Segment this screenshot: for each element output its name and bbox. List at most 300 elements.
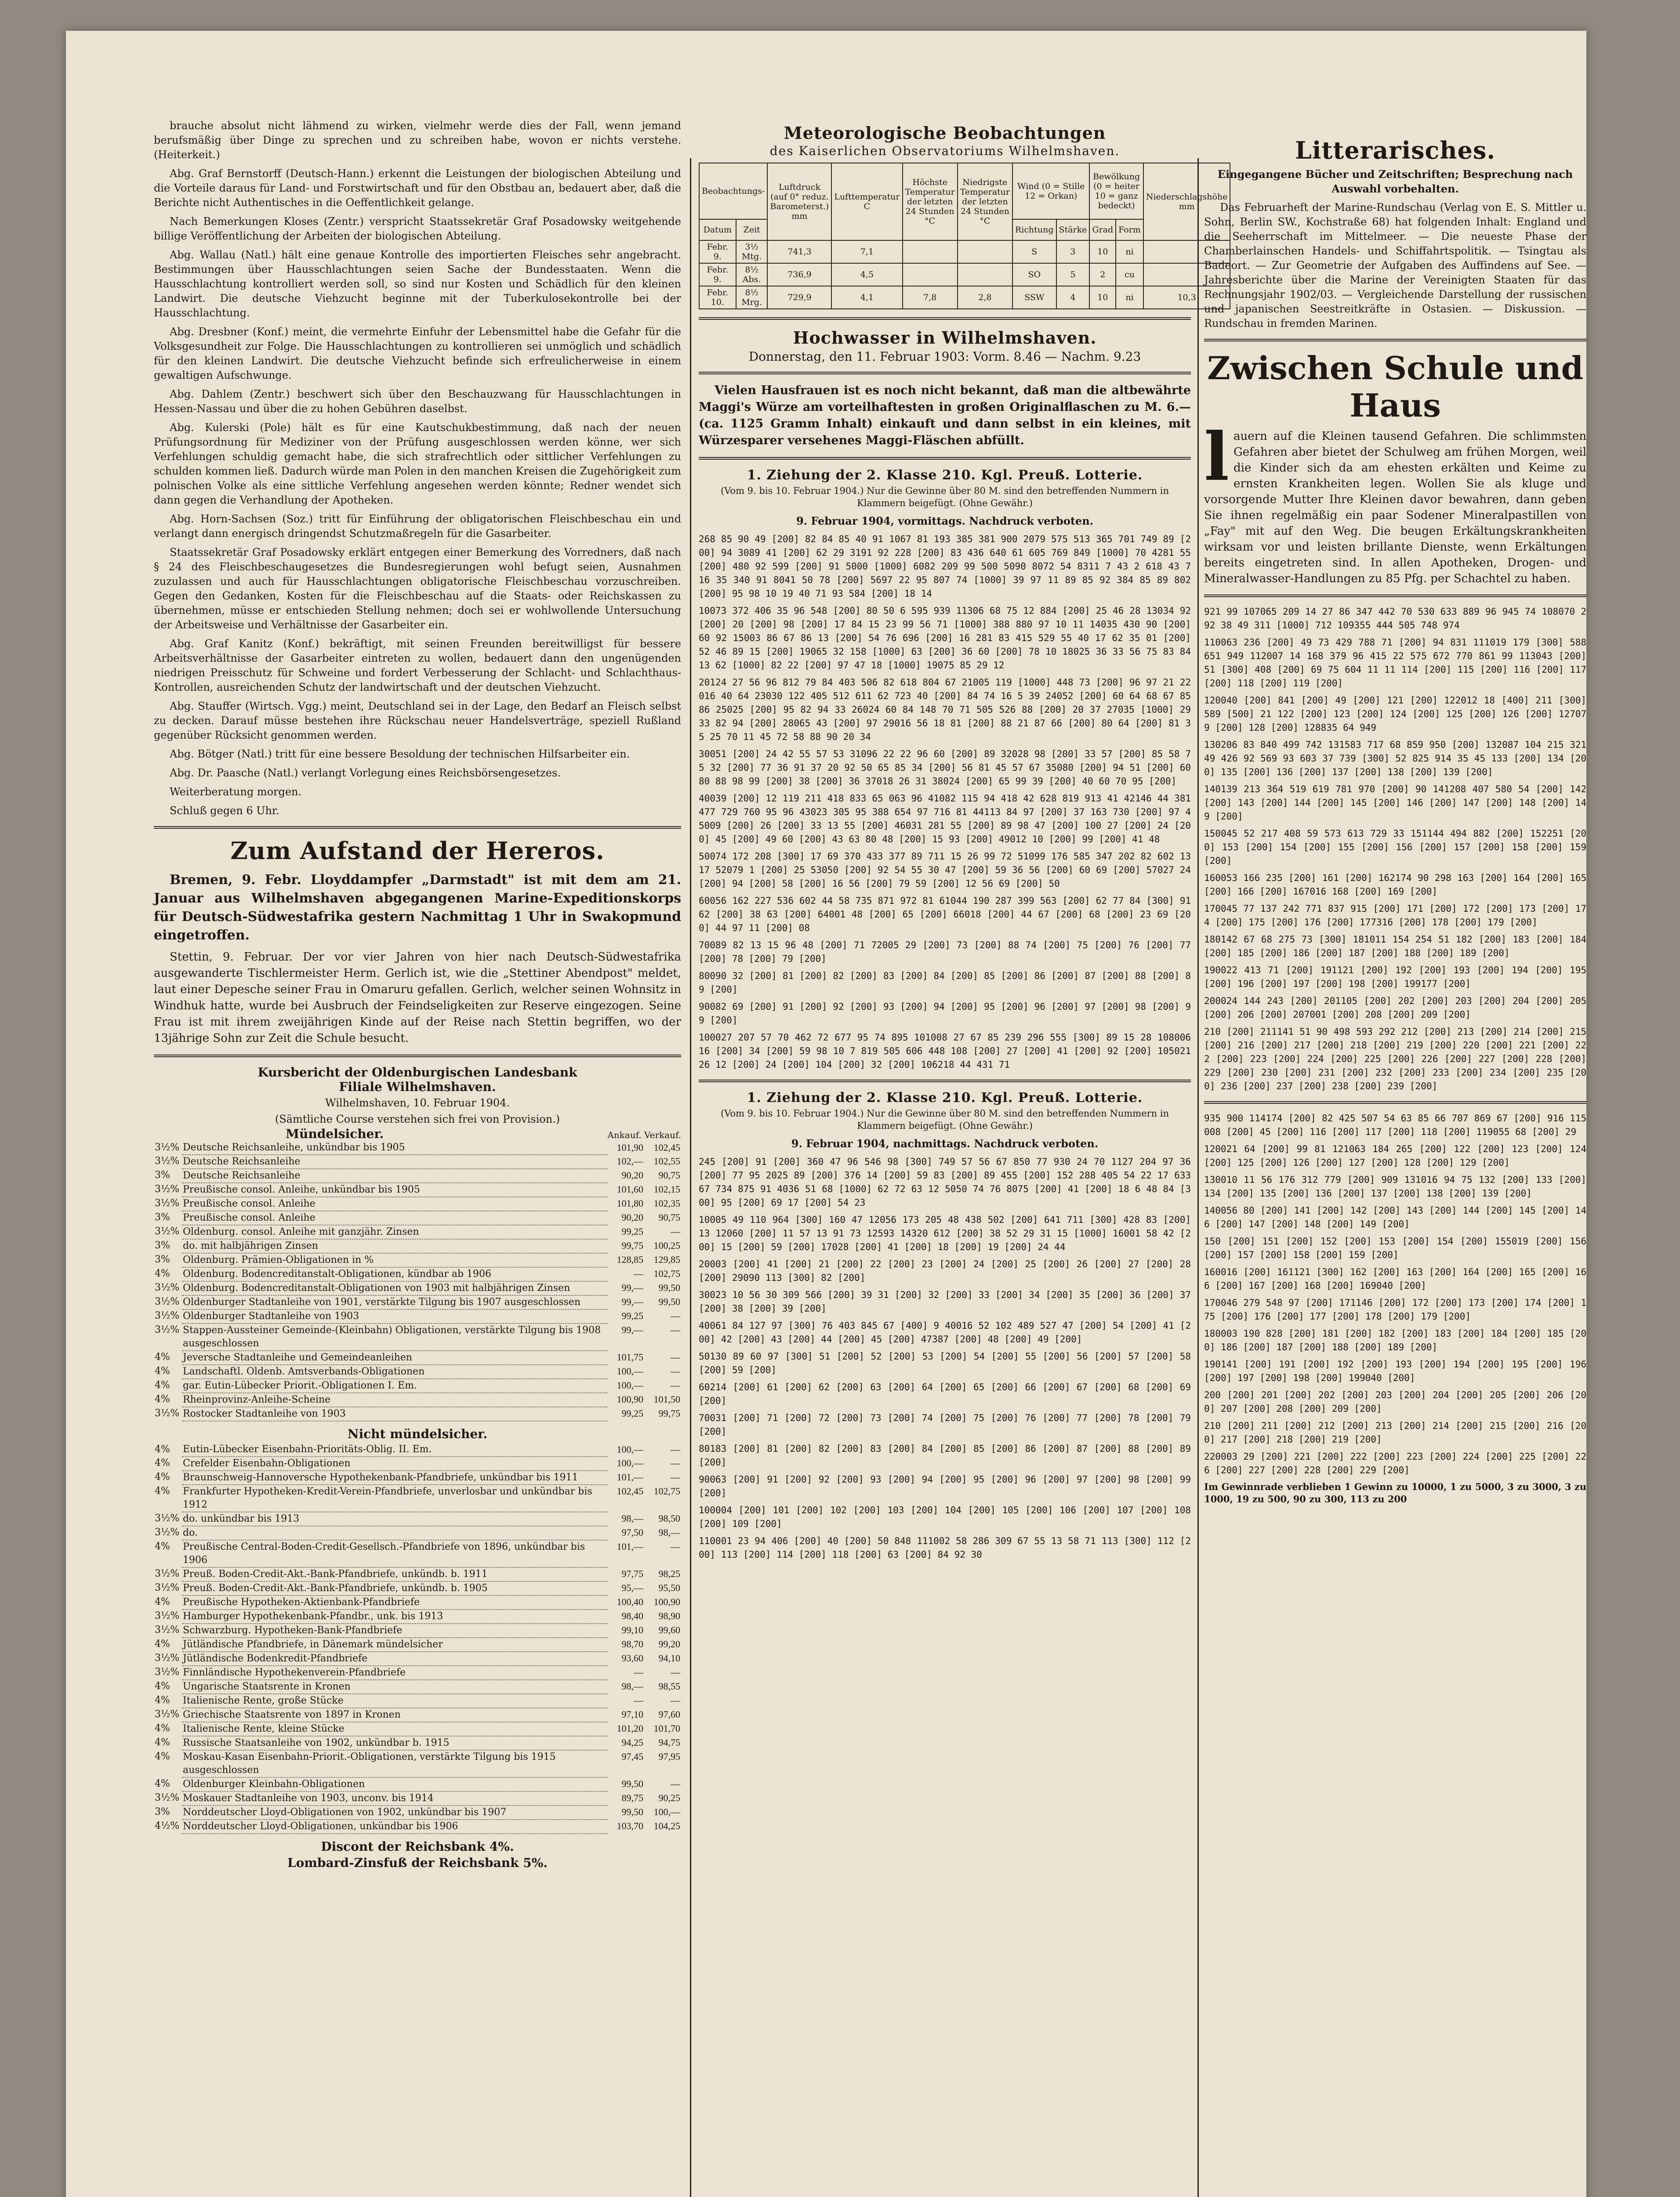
- rate-row: [154, 1253, 681, 1267]
- met-title: Meteorologische Beobachtungen: [784, 123, 1106, 143]
- paragraph: 210 [200] 211141 51 90 498 593 292 212 [200] 213 [200] 214 [200] 215 [200] 216 [200] 217 [200] 218 [200] 219 [200] 220 [200] 221 [200] 222 [200] 223 [200] 224 [200] 225 [200] 226 [200] 227 [200] 228 [200] 229 [200] 230 [200] 231 [200] 232 [200] 233 [200] 234 [200] 235 [200] 236 [200] 237 [200] 238 [200] 239 [200]: [1204, 1026, 1586, 1091]
- met-cell: [903, 263, 958, 286]
- rate-percent: 3½%: [155, 1610, 180, 1621]
- rate-sell: —: [671, 1444, 680, 1455]
- rate-percent: 4%: [155, 1541, 170, 1552]
- rate-percent: 4%: [155, 1737, 170, 1748]
- rate-name: Italienische Rente, große Stücke: [182, 1694, 607, 1708]
- rate-buy: 100,90: [617, 1394, 643, 1405]
- paragraph: 50130 89 60 97 [300] 51 [200] 52 [200] 53 [200] 54 [200] 55 [200] 56 [200] 57 [200] 58 [200] 59 [200]: [699, 1351, 1191, 1375]
- rate-buy: 101,60: [617, 1184, 643, 1195]
- rate-sell: 129,85: [653, 1254, 680, 1265]
- rate-sell: —: [671, 1310, 680, 1321]
- rate-name: Norddeutscher Lloyd-Obligationen von 1902, unkündbar bis 1907: [182, 1805, 607, 1820]
- paragraph: Abg. Dresbner (Konf.) meint, die vermehrte Einfuhr der Lebensmittel habe die Gefahr für die Volksgesundheit zur Folge. Die Hausschlachtungen zu kontrollieren sei unmöglich und schädlich für den kleinen Landwirt. Die deutsche Viehzucht befinde sich erfreulicherweise in einem gewaltigen Aufschwunge.: [154, 326, 681, 381]
- met-row: [699, 263, 1230, 286]
- rate-sell: 97,95: [658, 1751, 680, 1762]
- rate-buy: 100,—: [617, 1380, 643, 1391]
- rate-row: [154, 1183, 681, 1197]
- rate-sell: —: [671, 1366, 680, 1377]
- rate-buy: 99,—: [621, 1296, 643, 1307]
- paragraph: 160016 [200] 161121 [300] 162 [200] 163 [200] 164 [200] 165 [200] 166 [200] 167 [200] 168 [200] 169040 [200]: [1204, 1267, 1586, 1291]
- paragraph: 30023 10 56 30 309 566 [200] 39 31 [200] 32 [200] 33 [200] 34 [200] 35 [200] 36 [200] 37 [200] 38 [200] 39 [200]: [699, 1290, 1191, 1314]
- kurs-section-nicht-muendel: Nicht mündelsicher.: [347, 1427, 488, 1441]
- met-col-dir: Richtung: [1012, 219, 1056, 240]
- divider: [699, 372, 1191, 374]
- rate-buy: 101,80: [617, 1198, 643, 1209]
- rate-sell: 102,15: [653, 1184, 680, 1195]
- rate-row: [154, 1351, 681, 1365]
- lottery2-subtitle: (Vom 9. bis 10. Februar 1904.) Nur die Gewinne über 80 M. sind den betreffenden Nummern in Klammern beigefügt. (Ohne Gewähr.): [721, 1108, 1169, 1131]
- rate-percent: 3½%: [155, 1568, 180, 1579]
- rate-name: do. unkündbar bis 1913: [182, 1512, 607, 1526]
- rate-name: Oldenburger Stadtanleihe von 1901, verstärkte Tilgung bis 1907 ausgeschlossen: [182, 1295, 607, 1309]
- paragraph: 120040 [200] 841 [200] 49 [200] 121 [200] 122012 18 [400] 211 [300] 589 [500] 21 122 [200] 123 [200] 124 [200] 125 [200] 126 [200] 127079 [200] 128 [200] 128835 64 949: [1204, 695, 1586, 733]
- rate-buy: 100,—: [617, 1444, 643, 1455]
- rate-percent: 3½%: [155, 1282, 180, 1293]
- rate-name: Ungarische Staatsrente in Kronen: [182, 1680, 607, 1694]
- divider: [699, 457, 1191, 460]
- column-middle: [699, 31, 1228, 2197]
- met-cell: 8½ Abs.: [736, 263, 768, 286]
- paragraph: 40039 [200] 12 119 211 418 833 65 063 96 41082 115 94 418 42 628 819 913 41 42146 44 381 477 729 760 95 96 43023 305 95 388 654 97 716 81 44113 84 97 [200] 37 163 730 [200] 97 45009 [200] 26 [200] 33 13 55 [200] 46031 281 55 [200] 89 98 47 [200] 100 27 [200] 24 [200] 45 [200] 49 60 [200] 43 63 80 48 [200] 15 93 [200] 49012 10 [200] 99 [200] 41 48: [699, 793, 1191, 845]
- rate-row: [154, 1777, 681, 1791]
- paragraph: Abg. Graf Kanitz (Konf.) bekräftigt, mit seinen Freunden bereitwilligst für bessere Arbeitsverhältnisse der Gasarbeiter eintreten zu wollen, bedauert dann den ungenügenden niedrigen Preisschutz für Schweine und fordert Verbesserung der Schlacht- und Schlachthaus-Kontrollen, ausreichenden Schutz der landwirtschaft und der deutschen Viehzucht.: [154, 638, 681, 693]
- rate-percent: 4%: [155, 1472, 170, 1483]
- met-group-cloud: Bewölkung (0 = heiter 10 = ganz bedeckt): [1089, 163, 1143, 219]
- rate-name: Oldenburg. consol. Anleihe mit ganzjähr. Zinsen: [182, 1225, 607, 1239]
- rate-buy: 97,10: [621, 1709, 643, 1720]
- rate-name: Russische Staatsanleihe von 1902, unkündbar b. 1915: [182, 1736, 607, 1750]
- rate-percent: 3½%: [155, 1527, 180, 1538]
- rate-buy: 99,—: [621, 1324, 643, 1335]
- rate-buy: 97,75: [621, 1568, 643, 1579]
- paragraph: brauche absolut nicht lähmend zu wirken, vielmehr werde dies der Fall, wenn jemand berufsmäßig über Dinge zu sprechen und zu schreiben habe, wovon er nichts verstehe. (Heiterkeit.): [154, 120, 681, 161]
- lottery1-title: 1. Ziehung der 2. Klasse 210. Kgl. Preuß. Lotterie.: [747, 468, 1143, 483]
- rate-sell: 99,50: [658, 1296, 680, 1307]
- rate-name: Italienische Rente, kleine Stücke: [182, 1722, 607, 1736]
- rate-row: [154, 1540, 681, 1567]
- paragraph: 120021 64 [200] 99 81 121063 184 265 [200] 122 [200] 123 [200] 124 [200] 125 [200] 126 [200] 127 [200] 128 [200] 129 [200]: [1204, 1144, 1586, 1168]
- rate-name: Jütländische Pfandbriefe, in Dänemark mündelsicher: [182, 1638, 607, 1652]
- paragraph: Abg. Bötger (Natl.) tritt für eine bessere Besoldung der technischen Hilfsarbeiter ein.: [170, 748, 630, 760]
- rate-name: Eutin-Lübecker Eisenbahn-Prioritäts-Oblig. II. Em.: [182, 1443, 607, 1457]
- met-cell: S: [1012, 240, 1056, 263]
- rate-row: [154, 1267, 681, 1281]
- rate-sell: 98,25: [658, 1568, 680, 1579]
- rate-row: [154, 1694, 681, 1708]
- met-cell: 10,3: [1143, 286, 1230, 309]
- rate-row: [154, 1407, 681, 1421]
- divider: [699, 1080, 1191, 1082]
- paragraph: 70089 82 13 15 96 48 [200] 71 72005 29 [200] 73 [200] 88 74 [200] 75 [200] 76 [200] 77 [200] 78 [200] 79 [200]: [699, 940, 1191, 964]
- rate-sell: 104,25: [653, 1820, 680, 1831]
- rate-percent: 3%: [155, 1806, 170, 1817]
- paragraph: 50074 172 208 [300] 17 69 370 433 377 89 711 15 26 99 72 51099 176 585 347 202 82 602 13 17 52079 1 [200] 25 53050 [200] 92 54 55 30 47 [200] 59 36 56 [200] 60 69 [200] 57027 24 [200] 94 [200] 58 [200] 16 56 [200] 79 59 [200] 12 56 69 [200] 50: [699, 851, 1191, 889]
- rate-buy: 97,45: [621, 1751, 643, 1762]
- column-right: [1204, 31, 1586, 2197]
- rate-buy: 99,75: [621, 1240, 643, 1251]
- met-cell: ni: [1116, 240, 1143, 263]
- rate-percent: 3½%: [155, 1624, 180, 1635]
- paragraph: 90082 69 [200] 91 [200] 92 [200] 93 [200] 94 [200] 95 [200] 96 [200] 97 [200] 98 [200] 99 [200]: [699, 1001, 1191, 1026]
- rate-percent: 3½%: [155, 1709, 180, 1720]
- rate-row: [154, 1457, 681, 1471]
- rate-name: Preußische Central-Boden-Credit-Gesellsch.-Pfandbriefe von 1896, unkündbar bis 1906: [182, 1540, 607, 1567]
- rate-row: [154, 1379, 681, 1393]
- rate-buy: 90,20: [621, 1170, 643, 1181]
- met-row: [699, 240, 1230, 263]
- paragraph: 30051 [200] 24 42 55 57 53 31096 22 22 96 60 [200] 89 32028 98 [200] 33 57 [200] 85 58 75 32 [200] 77 36 91 37 20 92 50 65 85 34 [200] 56 81 45 57 67 35080 [200] 94 51 [200] 60 80 88 98 99 [200] 38 [200] 36 37018 26 31 38024 [200] 65 99 39 [200] 40 60 70 95 [200]: [699, 749, 1191, 787]
- paragraph: 200 [200] 201 [200] 202 [200] 203 [200] 204 [200] 205 [200] 206 [200] 207 [200] 208 [200] 209 [200]: [1204, 1390, 1586, 1414]
- divider: [699, 317, 1191, 320]
- paragraph: 170045 77 137 242 771 837 915 [200] 171 [200] 172 [200] 173 [200] 174 [200] 175 [200] 176 [200] 177316 [200] 178 [200] 179 [200]: [1204, 903, 1586, 928]
- rate-row: [154, 1805, 681, 1820]
- rate-row: [154, 1708, 681, 1722]
- kurs-col-verkauf: Verkauf.: [644, 1130, 681, 1140]
- rate-percent: 4%: [155, 1695, 170, 1706]
- divider: [154, 826, 681, 829]
- rate-sell: 102,35: [653, 1198, 680, 1209]
- paragraph: Staatssekretär Graf Posadowsky erklärt entgegen einer Bemerkung des Vorredners, daß nach § 24 des Fleischbeschaugesetzes die Bundesregierungen wohl befugt seien, Ausnahmen zuzulassen und auch für Hausschlachtungen obligatorische Fleischbeschau vorzuschreiben. Gegen den Gedanken, Kosten für die Fleischbeschau auf die Staats- oder Reichskassen zu übernehmen, müsse er entschieden Stellung nehmen; doch sei er wohlwollende Untersuchung der Arbeitsweise und Verhältnisse der Gasarbeiter ein.: [154, 546, 681, 631]
- rate-row: [154, 1295, 681, 1309]
- rate-row: [154, 1471, 681, 1485]
- rate-sell: 98,55: [658, 1681, 680, 1692]
- rate-name: Finnländische Hypothekenverein-Pfandbriefe: [182, 1666, 607, 1680]
- herero-stettin-report: Stettin, 9. Februar. Der vor vier Jahren von hier nach Deutsch-Südwestafrika ausgewanderte Tischlermeister Herm. Gerlich ist, wie die „Stettiner Abendpost" meldet, laut einer Depesche seiner Frau in Omaruru gefallen. Gerlich, welcher seinen Wohnsitz in Windhuk hatte, wurde bei Ausbruch der Feindseligkeiten zur Reserve eingezogen. Seine Frau ist mit ihrem zweijährigen Kinde auf der Reise nach Stettin begriffen, wo der 13jährige Sohn zur Zeit die Schule besucht.: [154, 950, 681, 1045]
- column-rule-left: [690, 158, 691, 2197]
- rate-name: do.: [182, 1526, 607, 1540]
- kurs-discount: Discont der Reichsbank 4%.: [321, 1839, 514, 1854]
- rate-sell: 100,90: [653, 1596, 680, 1607]
- rate-row: [154, 1485, 681, 1512]
- kurs-subtitle: Filiale Wilhelmshaven.: [339, 1080, 496, 1094]
- rate-sell: —: [671, 1226, 680, 1237]
- met-col-pressure: Luftdruck (auf 0° reduz. Barometerst.) mm: [767, 163, 831, 240]
- rate-name: Oldenburg. Bodencreditanstalt-Obligationen, kündbar ab 1906: [182, 1267, 607, 1281]
- rate-percent: 3½%: [155, 1198, 180, 1209]
- rate-row: [154, 1624, 681, 1638]
- rate-row: [154, 1638, 681, 1652]
- rate-buy: 103,70: [617, 1820, 643, 1831]
- rate-percent: 3½%: [155, 1792, 180, 1803]
- hochwasser-text: Donnerstag, den 11. Februar 1903: Vorm. 8.46 — Nachm. 9.23: [748, 349, 1141, 364]
- rate-sell: 99,20: [658, 1639, 680, 1650]
- paragraph: Abg. Dahlem (Zentr.) beschwert sich über den Beschauzwang für Hausschlachtungen in Hessen-Nassau und über die zu hohen Gebühren daselbst.: [154, 388, 681, 415]
- paragraph: 110063 236 [200] 49 73 429 788 71 [200] 94 831 111019 179 [300] 588 651 949 112007 14 168 379 96 415 22 575 672 770 861 99 113043 [200] 51 [300] 408 [200] 69 75 604 11 11 114 [200] 115 [200] 116 [200] 117 [200] 118 [200] 119 [200]: [1204, 637, 1586, 689]
- rate-name: Deutsche Reichsanleihe, unkündbar bis 1905: [182, 1141, 607, 1155]
- rate-percent: 4%: [155, 1778, 170, 1789]
- rate-sell: 94,10: [658, 1653, 680, 1664]
- rate-buy: 100,—: [617, 1457, 643, 1468]
- rate-sell: 99,60: [658, 1624, 680, 1635]
- lottery1-subtitle: (Vom 9. bis 10. Februar 1904.) Nur die Gewinne über 80 M. sind den betreffenden Nummern in Klammern beigefügt. (Ohne Gewähr.): [721, 486, 1169, 508]
- met-col-rain: Niederschlagshöhe mm: [1143, 163, 1230, 240]
- met-cell: Febr. 10.: [699, 286, 736, 309]
- rate-name: Preußische Hypotheken-Aktienbank-Pfandbriefe: [182, 1595, 607, 1610]
- rate-percent: 4%: [155, 1639, 170, 1650]
- rate-percent: 3%: [155, 1240, 170, 1251]
- paragraph: 200024 144 243 [200] 201105 [200] 202 [200] 203 [200] 204 [200] 205 [200] 206 [200] 207001 [200] 208 [200] 209 [200]: [1204, 996, 1586, 1020]
- herero-bremen-report: Bremen, 9. Febr. Lloyddampfer „Darmstadt" ist mit dem am 21. Januar aus Wilhelmshaven abgegangenen Marine-Expeditionskorps für Deutsch-Südwestafrika gestern Nachmittag 1 Uhr in Swakopmund eingetroffen.: [154, 872, 681, 943]
- rate-row: [154, 1722, 681, 1736]
- rate-percent: 3½%: [155, 1653, 180, 1664]
- rate-row: [154, 1610, 681, 1624]
- rate-row: [154, 1197, 681, 1211]
- rate-name: Norddeutscher Lloyd-Obligationen, unkündbar bis 1906: [182, 1820, 607, 1834]
- rate-row: [154, 1309, 681, 1323]
- rate-percent: 4%: [155, 1723, 170, 1734]
- met-col-form: Form: [1116, 219, 1143, 240]
- paragraph: Abg. Horn-Sachsen (Soz.) tritt für Einführung der obligatorischen Fleischbeschau ein und verlangt dann energisch dringendst Schutzmaßregeln für die Gasarbeiter.: [154, 513, 681, 540]
- rate-name: Landschaftl. Oldenb. Amtsverbands-Obligationen: [182, 1365, 607, 1379]
- paragraph: 70031 [200] 71 [200] 72 [200] 73 [200] 74 [200] 75 [200] 76 [200] 77 [200] 78 [200] 79 [200]: [699, 1413, 1191, 1437]
- rate-name: Oldenburg. Bodencreditanstalt-Obligationen von 1903 mit halbjährigen Zinsen: [182, 1281, 607, 1295]
- paragraph: 150 [200] 151 [200] 152 [200] 153 [200] 154 [200] 155019 [200] 156 [200] 157 [200] 158 [200] 159 [200]: [1204, 1236, 1586, 1260]
- met-cell: SSW: [1012, 286, 1056, 309]
- rate-sell: 90,25: [658, 1792, 680, 1803]
- advert-text: auern auf die Kleinen tausend Gefahren. Die schlimmsten Gefahren aber bietet der Schulweg am frühen Morgen, weil die Kinder sich da am ehesten erkälten und Keime zu ernsten Krankheiten legen. Wollen Sie als kluge und vorsorgende Mutter Ihre Kleinen davor bewahren, dann geben Sie ihnen regelmäßig ein paar Sodener Mineralpastillen von „Fay" mit auf den Weg. Die beugen Erkältungskrankheiten wirksam vor und leisten brillante Dienste, wenn Erkältungen bereits eingetreten sind. In allen Apotheken, Drogen- und Mineralwasser-Handlungen zu 85 Pfg. per Schachtel zu haben.: [1204, 430, 1586, 585]
- rate-name: Jütländische Bodenkredit-Pfandbriefe: [182, 1652, 607, 1666]
- rate-name: Preußische consol. Anleihe: [182, 1197, 607, 1211]
- met-cell: 4,1: [831, 286, 902, 309]
- rate-percent: 4%: [155, 1681, 170, 1692]
- rate-buy: 101,—: [617, 1472, 643, 1483]
- rate-name: Preußische consol. Anleihe: [182, 1211, 607, 1225]
- kurs-col-ankauf: Ankauf.: [607, 1130, 642, 1140]
- rate-sell: 99,50: [658, 1282, 680, 1293]
- rate-sell: 102,45: [653, 1142, 680, 1153]
- rate-percent: 3%: [155, 1212, 170, 1223]
- rate-sell: 100,25: [653, 1240, 680, 1251]
- rate-buy: 99,10: [621, 1624, 643, 1635]
- rate-buy: 99,25: [621, 1226, 643, 1237]
- rate-name: Preuß. Boden-Credit-Akt.-Bank-Pfandbriefe, unkündb. b. 1905: [182, 1581, 607, 1595]
- met-cell: [903, 240, 958, 263]
- rate-sell: —: [671, 1457, 680, 1468]
- herero-heading: Zum Aufstand der Hereros.: [230, 837, 605, 865]
- reichstag-report: [154, 119, 681, 818]
- rate-sell: 90,75: [658, 1212, 680, 1223]
- met-cell: [958, 263, 1012, 286]
- rate-sell: —: [671, 1695, 680, 1706]
- rate-name: Oldenburg. Prämien-Obligationen in %: [182, 1253, 607, 1267]
- paragraph: Abg. Dr. Paasche (Natl.) verlangt Vorlegung eines Reichsbörsengesetzes.: [170, 767, 561, 779]
- rate-percent: 4%: [155, 1366, 170, 1377]
- newspaper-page: [66, 31, 1586, 2197]
- rate-buy: 101,75: [617, 1352, 643, 1363]
- met-cell: 7,8: [903, 286, 958, 309]
- rate-buy: 90,20: [621, 1212, 643, 1223]
- met-cell: SO: [1012, 263, 1056, 286]
- rate-sell: 98,50: [658, 1513, 680, 1524]
- rate-row: [154, 1169, 681, 1183]
- met-cell: 3½ Mtg.: [736, 240, 768, 263]
- rate-buy: —: [634, 1695, 643, 1706]
- met-cell: 741,3: [767, 240, 831, 263]
- rate-name: Oldenburger Stadtanleihe von 1903: [182, 1309, 607, 1323]
- rate-buy: 102,—: [617, 1156, 643, 1167]
- rate-row: [154, 1526, 681, 1540]
- met-cell: cu: [1116, 263, 1143, 286]
- rate-row: [154, 1211, 681, 1225]
- rate-name: do. mit halbjährigen Zinsen: [182, 1239, 607, 1253]
- rate-percent: 4%: [155, 1268, 170, 1279]
- rate-name: Rostocker Stadtanleihe von 1903: [182, 1407, 607, 1421]
- paragraph: 110001 23 94 406 [200] 40 [200] 50 848 111002 58 286 309 67 55 13 58 71 113 [300] 112 [200] 113 [200] 114 [200] 118 [200] 63 [200] 84 92 30: [699, 1536, 1191, 1560]
- met-group-wind: Wind (0 = Stille 12 = Orkan): [1012, 163, 1089, 219]
- paragraph: 40061 84 127 97 [300] 76 403 845 67 [400] 9 40016 52 102 489 527 47 [200] 54 [200] 41 [200] 42 [200] 43 [200] 44 [200] 45 [200] 47387 [200] 48 [200] 49 [200]: [699, 1320, 1191, 1345]
- rate-buy: 98,—: [621, 1513, 643, 1524]
- rate-name: Moskau-Kasan Eisenbahn-Priorit.-Obligationen, verstärkte Tilgung bis 1915 ausgeschlossen: [182, 1750, 607, 1777]
- rate-sell: 100,—: [653, 1806, 680, 1817]
- paragraph: Nach Bemerkungen Kloses (Zentr.) verspricht Staatssekretär Graf Posadowsky weitgehende billige Veröffentlichung der Arbeiten der biologischen Abteilung.: [154, 215, 681, 242]
- rate-name: Crefelder Eisenbahn-Obligationen: [182, 1457, 607, 1471]
- rate-percent: 3½%: [155, 1667, 180, 1678]
- rate-sell: —: [671, 1541, 680, 1552]
- rate-buy: 102,45: [617, 1486, 643, 1497]
- rate-sell: 102,55: [653, 1156, 680, 1167]
- paragraph: 190022 413 71 [200] 191121 [200] 192 [200] 193 [200] 194 [200] 195 [200] 196 [200] 197 [200] 198 [200] 199177 [200]: [1204, 965, 1586, 989]
- rate-row: [154, 1666, 681, 1680]
- rate-name: Deutsche Reichsanleihe: [182, 1169, 607, 1183]
- rate-row: [154, 1652, 681, 1666]
- rate-sell: 97,60: [658, 1709, 680, 1720]
- met-col-max: Höchste Temperatur der letzten 24 Stunden °C: [903, 163, 958, 240]
- met-table: [699, 163, 1230, 309]
- rate-sell: 102,75: [653, 1268, 680, 1279]
- rate-percent: 4%: [155, 1751, 170, 1762]
- paragraph: 10073 372 406 35 96 548 [200] 80 50 6 595 939 11306 68 75 12 884 [200] 25 46 28 13034 92 [200] 20 [200] 98 [200] 17 84 15 23 99 56 71 [1000] 388 880 97 10 11 14035 430 90 [200] 60 92 15003 86 67 86 13 [200] 54 76 696 [200] 16 281 83 415 529 55 40 17 62 35 01 [200] 52 46 89 15 [200] 19065 32 158 [1000] 63 [200] 36 60 [200] 78 10 18025 36 33 56 75 83 84 13 62 [1000] 82 22 [200] 97 47 18 [1000] 19075 85 29 12: [699, 605, 1191, 671]
- lottery1-date: 9. Februar 1904, vormittags. Nachdruck verboten.: [796, 515, 1093, 527]
- met-cell: 4: [1056, 286, 1090, 309]
- lottery2-date: 9. Februar 1904, nachmittags. Nachdruck verboten.: [791, 1137, 1099, 1150]
- paragraph: 245 [200] 91 [200] 360 47 96 546 98 [300] 749 57 56 67 850 77 930 24 70 1127 204 97 36 [200] 77 95 2025 89 [200] 376 14 [200] 59 83 [200] 89 455 [200] 152 288 405 54 22 17 633 67 734 875 91 4036 51 68 [1000] 62 72 63 12 5050 74 76 8075 [200] 41 [200] 18 6 48 84 [300] 95 [200] 69 17 [200] 54 23: [699, 1157, 1191, 1208]
- rate-row: [154, 1225, 681, 1239]
- divider: [1204, 339, 1586, 341]
- paragraph: 180142 67 68 275 73 [300] 181011 154 254 51 182 [200] 183 [200] 184 [200] 185 [200] 186 [200] 187 [200] 188 [200] 189 [200]: [1204, 934, 1586, 958]
- literature-subtitle: Eingegangene Bücher und Zeitschriften; Besprechung nach Auswahl vorbehalten.: [1217, 168, 1573, 195]
- rate-name: Oldenburger Kleinbahn-Obligationen: [182, 1777, 607, 1791]
- rate-row: [154, 1155, 681, 1169]
- rate-sell: —: [671, 1324, 680, 1335]
- met-group-obs: Beobachtungs-: [699, 163, 767, 219]
- paragraph: 90063 [200] 91 [200] 92 [200] 93 [200] 94 [200] 95 [200] 96 [200] 97 [200] 98 [200] 99 [200]: [699, 1474, 1191, 1498]
- rate-buy: —: [634, 1667, 643, 1678]
- rate-percent: 3½%: [155, 1226, 180, 1237]
- rate-sell: —: [671, 1352, 680, 1363]
- rate-buy: 100,—: [617, 1366, 643, 1377]
- rate-sell: —: [671, 1667, 680, 1678]
- advert-sodener: [1204, 418, 1586, 587]
- rate-sell: 102,75: [653, 1486, 680, 1497]
- rate-name: Preuß. Boden-Credit-Akt.-Bank-Pfandbriefe, unkündb. b. 1911: [182, 1567, 607, 1581]
- met-col-temp: Lufttemperatur C: [831, 163, 902, 240]
- rate-row: [154, 1393, 681, 1407]
- rate-percent: 4%: [155, 1596, 170, 1607]
- rate-percent: 4%: [155, 1380, 170, 1391]
- rate-percent: 4%: [155, 1486, 170, 1497]
- met-cell: 2: [1089, 263, 1116, 286]
- hochwasser-title: Hochwasser in Wilhelmshaven.: [793, 328, 1097, 348]
- paragraph: 210 [200] 211 [200] 212 [200] 213 [200] 214 [200] 215 [200] 216 [200] 217 [200] 218 [200] 219 [200]: [1204, 1421, 1586, 1445]
- rate-name: Stappen-Aussteiner Gemeinde-(Kleinbahn) Obligationen, verstärkte Tilgung bis 1908 ausgeschlossen: [182, 1323, 607, 1351]
- rate-row: [154, 1581, 681, 1595]
- rate-row: [154, 1281, 681, 1295]
- rate-name: Hamburger Hypothekenbank-Pfandbr., unk. bis 1913: [182, 1610, 607, 1624]
- literature-text: Das Februarheft der Marine-Rundschau (Verlag von E. S. Mittler u. Sohn, Berlin SW., Kochstraße 68) hat folgenden Inhalt: England und die Seeherrschaft im Mittelmeer. — Die neueste Phase der Chamberlainschen Handels- und Schiffahrtspolitik. — Tsingtau als Badeort. — Zur Geometrie der Aufgaben des Auffindens auf See. — Jahresberichte über die Marine der Vereinigten Staaten für das Rechnungsjahr 1902/03. — Vergleichende Darstellung der russischen und japanischen Seestreitkräfte in Ostasien. — Diskussion. — Rundschau in fremden Marinen.: [1204, 201, 1586, 330]
- lottery2-footer: Im Gewinnrade verblieben 1 Gewinn zu 10000, 1 zu 5000, 3 zu 3000, 3 zu 1000, 19 zu 500, 90 zu 300, 113 zu 200: [1204, 1481, 1586, 1505]
- paragraph: Abg. Graf Bernstorff (Deutsch-Hann.) erkennt die Leistungen der biologischen Abteilung und die Vorteile daraus für Land- und Forstwirtschaft und für den Obstbau an, bedauert aber, daß die Berichte nicht Authentisches in die Oeffentlichkeit gelange.: [154, 167, 681, 209]
- rate-buy: 99,25: [621, 1310, 643, 1321]
- paragraph: 100027 207 57 70 462 72 677 95 74 895 101008 27 67 85 239 296 555 [300] 89 15 28 108006 16 [200] 34 [200] 59 98 10 7 819 505 606 448 108 [200] 27 [200] 41 [200] 92 [200] 105021 26 12 [200] 24 [200] 104 [200] 32 [200] 106218 44 431 71: [699, 1032, 1191, 1070]
- rate-buy: 99,25: [621, 1408, 643, 1419]
- rate-name: gar. Eutin-Lübecker Priorit.-Obligationen I. Em.: [182, 1379, 607, 1393]
- rate-row: [154, 1820, 681, 1834]
- rate-name: Schwarzburg. Hypotheken-Bank-Pfandbriefe: [182, 1624, 607, 1638]
- rate-sell: 90,75: [658, 1170, 680, 1181]
- rate-buy: 95,—: [621, 1582, 643, 1593]
- met-cell: 729,9: [767, 286, 831, 309]
- rate-percent: 3½%: [155, 1582, 180, 1593]
- met-col-min: Niedrigste Temperatur der letzten 24 Stunden °C: [958, 163, 1012, 240]
- rate-sell: 99,75: [658, 1408, 680, 1419]
- paragraph: 60056 162 227 536 602 44 58 735 871 972 81 61044 190 287 399 563 [200] 62 77 84 [300] 91 62 [200] 38 63 [200] 64001 48 [200] 65 [200] 66018 [200] 44 67 [200] 68 [200] 23 69 [200] 44 97 11 [200] 08: [699, 895, 1191, 933]
- rate-percent: 3½%: [155, 1310, 180, 1321]
- advert-title: Zwischen Schule und Haus: [1207, 349, 1583, 424]
- paragraph: 80090 32 [200] 81 [200] 82 [200] 83 [200] 84 [200] 85 [200] 86 [200] 87 [200] 88 [200] 89 [200]: [699, 971, 1191, 995]
- paragraph: 180003 190 828 [200] 181 [200] 182 [200] 183 [200] 184 [200] 185 [200] 186 [200] 187 [200] 188 [200] 189 [200]: [1204, 1328, 1586, 1352]
- rate-buy: 100,40: [617, 1596, 643, 1607]
- rate-percent: 3%: [155, 1170, 170, 1181]
- rate-sell: 101,50: [653, 1394, 680, 1405]
- rate-buy: 101,—: [617, 1541, 643, 1552]
- lottery2-numbers-continued: [1204, 1112, 1586, 1477]
- met-subtitle: des Kaiserlichen Observatoriums Wilhelmshaven.: [769, 144, 1120, 158]
- paragraph: Weiterberatung morgen.: [170, 786, 302, 798]
- rate-percent: 3½%: [155, 1156, 180, 1167]
- met-cell: 8½ Mrg.: [736, 286, 768, 309]
- rate-name: Rheinprovinz-Anleihe-Scheine: [182, 1393, 607, 1407]
- met-cell: 2,8: [958, 286, 1012, 309]
- met-cell: [958, 240, 1012, 263]
- paragraph: 190141 [200] 191 [200] 192 [200] 193 [200] 194 [200] 195 [200] 196 [200] 197 [200] 198 [200] 199040 [200]: [1204, 1359, 1586, 1383]
- paragraph: Schluß gegen 6 Uhr.: [170, 805, 279, 817]
- rate-row: [154, 1512, 681, 1526]
- paragraph: 220003 29 [200] 221 [200] 222 [200] 223 [200] 224 [200] 225 [200] 226 [200] 227 [200] 228 [200] 229 [200]: [1204, 1451, 1586, 1476]
- maggi-notice: Vielen Hausfrauen ist es noch nicht bekannt, daß man die altbewährte Maggi's Würze am vorteilhaftesten in großen Originalflaschen zu M. 6.— (ca. 1125 Gramm Inhalt) einkauft und dann selbst in ein kleines, mit Würzesparer versehenes Maggi-Fläschen abfüllt.: [699, 384, 1191, 447]
- rate-percent: 3½%: [155, 1142, 180, 1153]
- rate-row: [154, 1443, 681, 1457]
- rate-row: [154, 1239, 681, 1253]
- met-cell: 7,1: [831, 240, 902, 263]
- rate-name: Braunschweig-Hannoversche Hypothekenbank-Pfandbriefe, unkündbar bis 1911: [182, 1471, 607, 1485]
- paragraph: 140139 213 364 519 619 781 970 [200] 90 141208 407 580 54 [200] 142 [200] 143 [200] 144 [200] 145 [200] 146 [200] 147 [200] 148 [200] 149 [200]: [1204, 784, 1586, 822]
- kursbericht: [154, 1065, 681, 1870]
- rate-buy: 98,70: [621, 1639, 643, 1650]
- met-cell: 3: [1056, 240, 1090, 263]
- rate-percent: 4%: [155, 1444, 170, 1455]
- rate-name: Frankfurter Hypotheken-Kredit-Verein-Pfandbriefe, unverlosbar und unkündbar bis 1912: [182, 1485, 607, 1512]
- divider: [1204, 595, 1586, 597]
- rate-name: Preußische consol. Anleihe, unkündbar bis 1905: [182, 1183, 607, 1197]
- lottery1-numbers-continued: [1204, 605, 1586, 1093]
- rate-name: Deutsche Reichsanleihe: [182, 1155, 607, 1169]
- rate-name: Griechische Staatsrente von 1897 in Kronen: [182, 1708, 607, 1722]
- paragraph: Abg. Stauffer (Wirtsch. Vgg.) meint, Deutschland sei in der Lage, den Bedarf an Fleisch selbst zu decken. Darauf müsse bestehen ihre Rückschau neuer Handelsverträge, speziell Rußland gegenüber Rücksicht genommen werden.: [154, 700, 681, 741]
- rate-percent: 3½%: [155, 1296, 180, 1307]
- paragraph: Abg. Wallau (Natl.) hält eine genaue Kontrolle des importierten Fleisches sehr angebracht. Bestimmungen über Hausschlachtungen seien Sache der Bundesstaaten. Wenn die Hausschlachtung kontrolliert werden soll, so sind nur Kosten und Schädlich für den kleinen Landwirt. Die deutsche Viehzucht beginne mit der Tuberkulosekontrolle bei der Hausschlachtung.: [154, 249, 681, 319]
